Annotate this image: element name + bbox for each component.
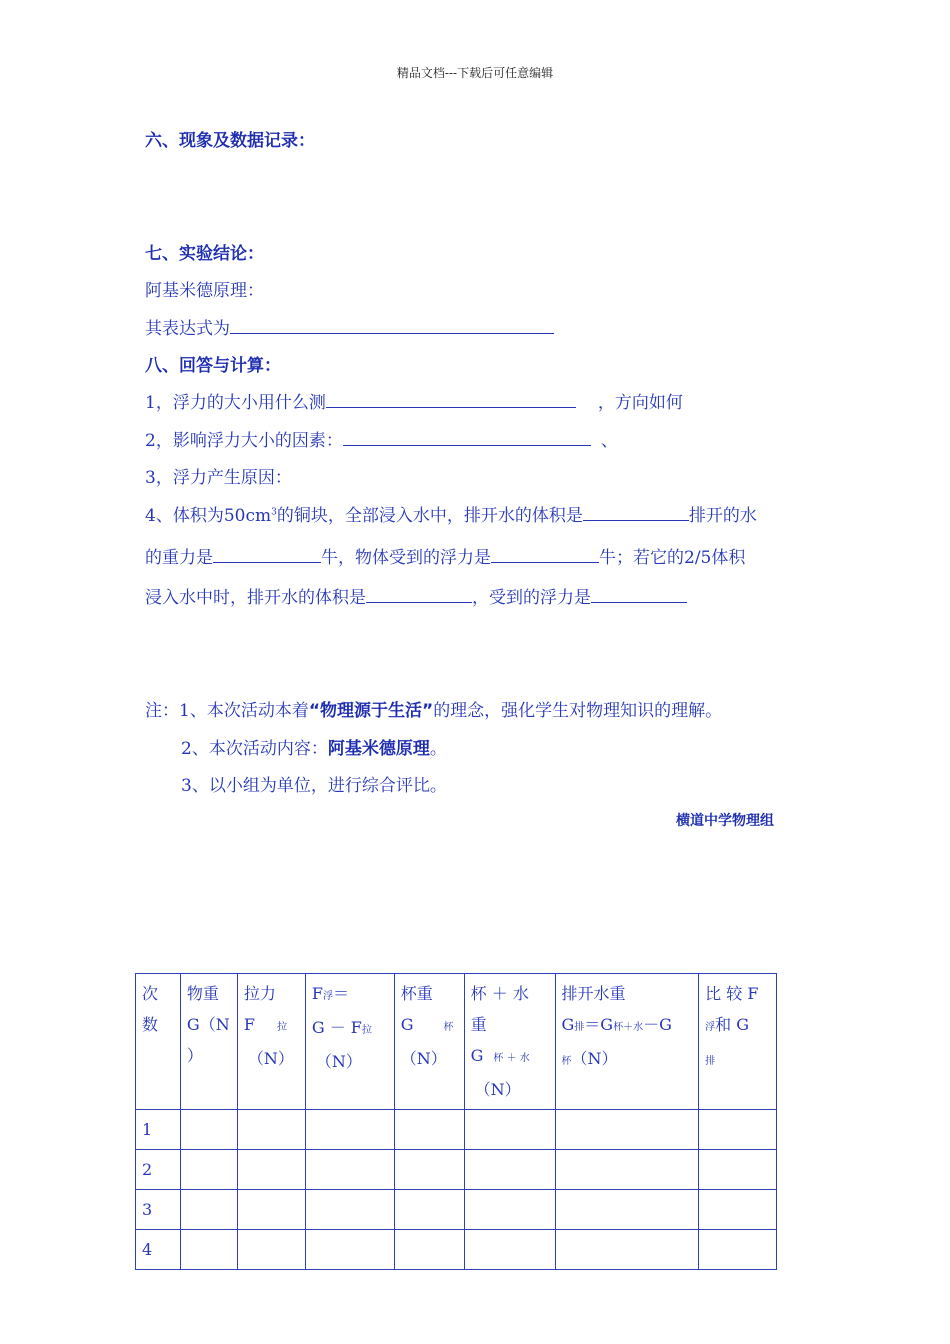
question-1-direction: ，方向如何	[597, 393, 683, 413]
section-7-title: 七、实验结论：	[145, 244, 264, 264]
displaced-weight-blank[interactable]	[213, 545, 321, 563]
note-1-motto: “物理源于生活”	[308, 701, 434, 721]
table-cell[interactable]	[394, 1110, 464, 1150]
question-4-text-h: ，受到的浮力是	[472, 588, 591, 608]
table-header-row	[136, 974, 777, 1110]
displaced-volume-blank[interactable]	[583, 503, 689, 521]
signature: 横道中学物理组	[676, 813, 774, 829]
question-2-blank[interactable]	[343, 428, 591, 446]
table-cell[interactable]	[464, 1110, 555, 1150]
header-buoyancy: F浮＝ G － F拉 （N）	[305, 974, 394, 1110]
question-4-line-3	[145, 583, 687, 608]
table-cell[interactable]	[180, 1230, 237, 1270]
header-displaced-water: 排开水重 G排＝G杯＋水－G 杯（N）	[555, 974, 699, 1110]
header-weight: 物重 G（N ）	[180, 974, 237, 1110]
note-1	[145, 696, 722, 721]
note-1-text-a: 注：1、本次活动本着	[145, 701, 309, 721]
note-1-text-b: 的理念，强化学生对物理知识的理解。	[433, 701, 723, 721]
question-1-blank[interactable]	[326, 390, 576, 408]
note-2-text-b: 。	[429, 739, 447, 759]
expression-blank[interactable]	[230, 316, 554, 334]
archimedes-principle-label: 阿基米德原理：	[145, 281, 264, 301]
note-3: 3、以小组为单位，进行综合评比。	[181, 776, 447, 796]
table-cell[interactable]	[305, 1150, 394, 1190]
table-cell[interactable]	[555, 1150, 699, 1190]
table-cell[interactable]	[237, 1110, 305, 1150]
table-row	[136, 1230, 777, 1270]
table-cell[interactable]	[699, 1230, 777, 1270]
table-row	[136, 1190, 777, 1230]
question-1-text: 1，浮力的大小用什么测	[145, 393, 326, 413]
question-2-separator: 、	[600, 431, 618, 451]
question-4-text-c: 排开的水	[688, 506, 757, 526]
table-cell[interactable]	[394, 1150, 464, 1190]
table-cell[interactable]	[464, 1150, 555, 1190]
table-cell[interactable]	[305, 1110, 394, 1150]
page-header: 精品文档---下载后可任意编辑	[396, 66, 554, 80]
section-6-title: 六、现象及数据记录：	[145, 131, 315, 151]
table-cell[interactable]	[464, 1230, 555, 1270]
table-cell[interactable]	[180, 1190, 237, 1230]
table-cell[interactable]	[699, 1190, 777, 1230]
row-number: 1	[136, 1110, 181, 1150]
row-number: 2	[136, 1150, 181, 1190]
table-cell[interactable]	[237, 1150, 305, 1190]
question-2	[145, 426, 618, 451]
table-cell[interactable]	[305, 1230, 394, 1270]
table-cell[interactable]	[464, 1190, 555, 1230]
question-4-text-a: 4、体积为50cm	[145, 506, 272, 526]
row-number: 4	[136, 1230, 181, 1270]
table-cell[interactable]	[555, 1230, 699, 1270]
table-cell[interactable]	[555, 1190, 699, 1230]
header-compare: 比 较 F 浮和 G 排	[699, 974, 777, 1110]
partial-volume-blank[interactable]	[366, 585, 472, 603]
data-record-table	[135, 973, 777, 1270]
question-1	[145, 388, 683, 413]
expression-label: 其表达式为	[145, 319, 230, 339]
header-cup-weight: 杯重 G 杯 （N）	[394, 974, 464, 1110]
table-row	[136, 1110, 777, 1150]
question-4-text-d: 的重力是	[145, 548, 213, 568]
question-3: 3，浮力产生原因：	[145, 468, 292, 488]
table-cell[interactable]	[394, 1190, 464, 1230]
header-pull: 拉力 F 拉 （N）	[237, 974, 305, 1110]
table-cell[interactable]	[305, 1190, 394, 1230]
expression-line	[145, 314, 554, 339]
table-cell[interactable]	[180, 1150, 237, 1190]
note-2-text-a: 2、本次活动内容：	[181, 739, 328, 759]
note-2	[181, 734, 447, 759]
table-cell[interactable]	[394, 1230, 464, 1270]
question-4-text-g: 浸入水中时，排开水的体积是	[145, 588, 366, 608]
table-row	[136, 1150, 777, 1190]
question-4-line-1	[145, 501, 757, 526]
question-4-text-f: 牛；若它的2/5体积	[599, 548, 746, 568]
buoyant-force-blank[interactable]	[491, 545, 599, 563]
header-trial: 次 数	[136, 974, 181, 1110]
partial-force-blank[interactable]	[591, 585, 687, 603]
cubic-superscript: 3	[271, 507, 277, 518]
table-cell[interactable]	[237, 1230, 305, 1270]
header-cup-water-weight: 杯 ＋ 水 重 G 杯 ＋ 水 （N）	[464, 974, 555, 1110]
table-cell[interactable]	[699, 1110, 777, 1150]
question-4-text-e: 牛，物体受到的浮力是	[321, 548, 491, 568]
table-cell[interactable]	[180, 1110, 237, 1150]
question-2-text: 2，影响浮力大小的因素：	[145, 431, 343, 451]
note-2-topic: 阿基米德原理	[327, 739, 430, 759]
question-4-line-2	[145, 543, 745, 568]
row-number: 3	[136, 1190, 181, 1230]
table-cell[interactable]	[555, 1110, 699, 1150]
section-8-title: 八、回答与计算：	[145, 356, 281, 376]
table-cell[interactable]	[237, 1190, 305, 1230]
table-cell[interactable]	[699, 1150, 777, 1190]
question-4-text-b: 的铜块，全部浸入水中，排开水的体积是	[276, 506, 583, 526]
